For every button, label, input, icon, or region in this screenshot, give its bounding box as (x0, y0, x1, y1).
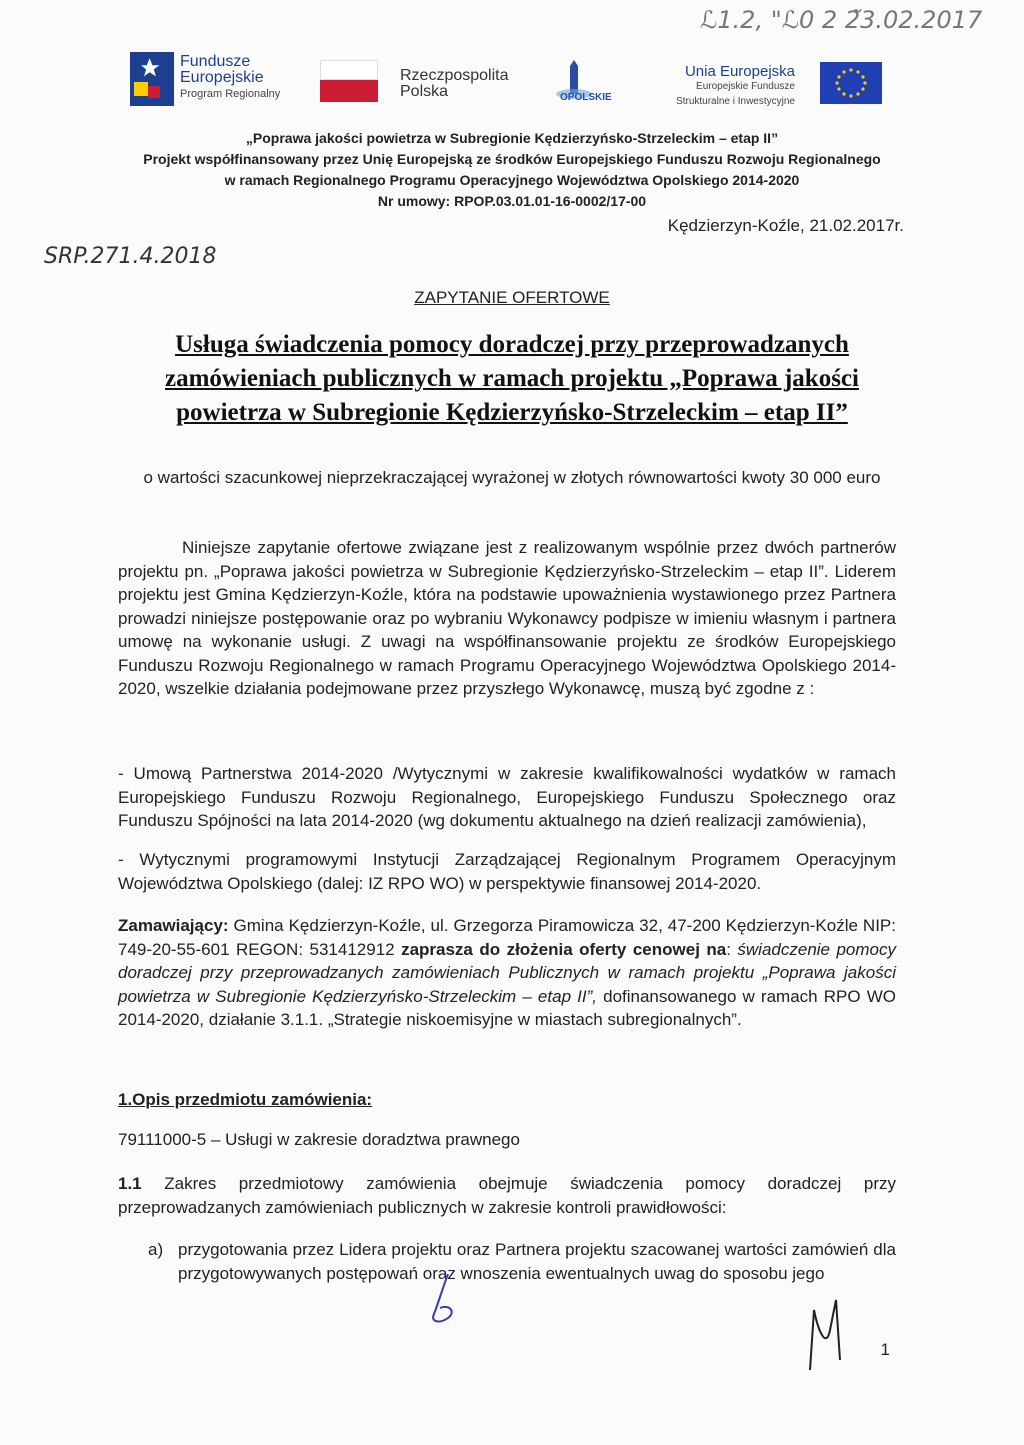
document-date: Kędzierzyn-Koźle, 21.02.2017r. (667, 216, 904, 235)
value-note: o wartości szacunkowej nieprzekraczającej wyrażonej w złotych równowartości kwoty 30 000 euro (143, 468, 881, 487)
signature-initials-1 (420, 1270, 480, 1330)
ue-line3: Strukturalne i Inwestycyjne (676, 96, 795, 107)
title-line3: powietrza w Subregionie Kędzierzyńsko-Strzeleckim – etap II” (176, 399, 848, 426)
cpv-code: 79111000-5 – Usługi w zakresie doradztwa prawnego (118, 1130, 520, 1149)
ue-line1: Unia Europejska (684, 63, 795, 80)
eu-flag (820, 62, 882, 104)
opolskie-text: OPOLSKIE (560, 92, 612, 103)
orderer-bold: zaprasza do złożenia oferty cenowej na (401, 939, 727, 959)
signature-initials-2 (800, 1290, 860, 1380)
document-type: ZAPYTANIE OFERTOWE (414, 288, 610, 307)
handwritten-registry-note: ℒ1.2, "ℒ0 2 2̃3.02.2017 (700, 6, 983, 34)
bullet-2: - Wytycznymi programowymi Instytucji Zarządzającej Regionalnym Programem Operacyjnym Województwa Opolskiego (dalej: IZ RPO WO) w perspektywie finansowej 2014-2020. (118, 850, 896, 893)
fe-line2: Europejskie (180, 69, 264, 86)
section-1-heading: 1.Opis przedmiotu zamówienia: (118, 1090, 373, 1109)
list-item-a-label: a) (148, 1240, 164, 1259)
intro-paragraph: Niniejsze zapytanie ofertowe związane jest z realizowanym wspólnie przez dwóch partnerów projektu pn. „Poprawa jakości powietrza w Subregionie Kędzierzyńsko-Strzeleckim – etap II”. Liderem projektu jest Gmina Kędzierzyn-Koźle, która na podstawie upoważnienia wystawionego przez Partnera prowadzi niniejsze postępowanie oraz po wybraniu Wykonawcy podpisze w imieniu własnym i partnera umowę na wykonanie usługi. Z uwagi na współfinansowanie projektu ze środków Europejskiego Funduszu Rozwoju Regionalnego w ramach Programu Operacyjnego Województwa Opolskiego 2014-2020, wszelkie działania podejmowane przez przyszłego Wykonawcę, muszą być zgodne z : (118, 538, 896, 698)
bullet-1: - Umową Partnerstwa 2014-2020 /Wytycznymi w zakresie kwalifikowalności wydatków w ramach Europejskiego Funduszu Rozwoju Regionalnego, Europejskiego Funduszu Społecznego oraz Funduszu Spójności na lata 2014-2020 (wg dokumentu aktualnego na dzień realizacji zamówienia), (118, 764, 896, 830)
rp-line1: Rzeczpospolita (400, 67, 509, 84)
list-item-a (148, 1238, 896, 1285)
fe-text (180, 54, 280, 102)
list-item-a-text: przygotowania przez Lidera projektu oraz Partnera projektu szacowanej wartości zamówień dla przygotowywanych postępowań oraz wnoszenia ewentualnych uwag do sposobu jego (178, 1240, 896, 1283)
polish-flag-red (320, 80, 378, 102)
rzeczpospolita-text (400, 68, 509, 100)
document-title (0, 328, 1024, 430)
fe-star-icon (130, 52, 174, 106)
orderer-text1: Gmina Kędzierzyn-Koźle, ul. Grzegorza Piramowicza 32, 47-200 Kędzierzyn-Koźle NIP: 749-20-55-601 REGON: 531412912 (118, 916, 896, 959)
rp-line2: Polska (400, 83, 449, 100)
unia-europejska-text (655, 64, 795, 109)
eu-stars-icon (820, 62, 882, 104)
paragraph-1-1 (118, 1172, 896, 1219)
paragraph-1-1-text: Zakres przedmiotowy zamówienia obejmuje świadczenia pomocy doradczej przy przeprowadzanych zamówieniach publicznych w zakresie kontroli prawidłowości: (118, 1174, 896, 1217)
orderer-text5: dofinansowanego w ramach RPO WO 2014-2020, działanie 3.1.1. „Strategie niskoemisyjne w miastach subregionalnych”. (118, 986, 896, 1029)
polish-flag-white (320, 60, 378, 80)
orderer-italic: świadczenie pomocy doradczej przy przeprowadzanych zamówieniach Publicznych w ramach projektu „Poprawa jakości powietrza w Subregionie Kędzierzyńsko-Strzeleckim – etap II”, (118, 939, 896, 1006)
orderer-label: Zamawiający: (118, 916, 229, 935)
title-line2: zamówieniach publicznych w ramach projektu „Poprawa jakości (165, 365, 859, 392)
orderer-text3: : (726, 939, 738, 959)
header-logos (130, 52, 890, 112)
project-header-line2: Projekt współfinansowany przez Unię Europejską ze środków Europejskiego Funduszu Rozwoju Regionalnego (143, 151, 881, 167)
fe-line3: Program Regionalny (180, 88, 281, 100)
project-header (0, 128, 1024, 212)
title-line1: Usługa świadczenia pomocy doradczej przy przeprowadzanych (175, 331, 849, 358)
ue-line2: Europejskie Fundusze (696, 81, 795, 92)
paragraph-1-1-number: 1.1 (118, 1174, 142, 1193)
orderer-paragraph (118, 914, 896, 1032)
project-header-line4: Nr umowy: RPOP.03.01.01-16-0002/17-00 (377, 193, 647, 209)
fundusze-europejskie-logo (130, 52, 305, 108)
page-number: 1 (880, 1340, 890, 1359)
handwritten-reference: SRP.271.4.2018 (44, 244, 217, 269)
project-header-line3: w ramach Regionalnego Programu Operacyjnego Województwa Opolskiego 2014-2020 (224, 172, 800, 188)
project-header-line1: „Poprawa jakości powietrza w Subregionie Kędzierzyńsko-Strzeleckim – etap II” (245, 130, 779, 146)
fe-line1: Fundusze (180, 53, 251, 70)
